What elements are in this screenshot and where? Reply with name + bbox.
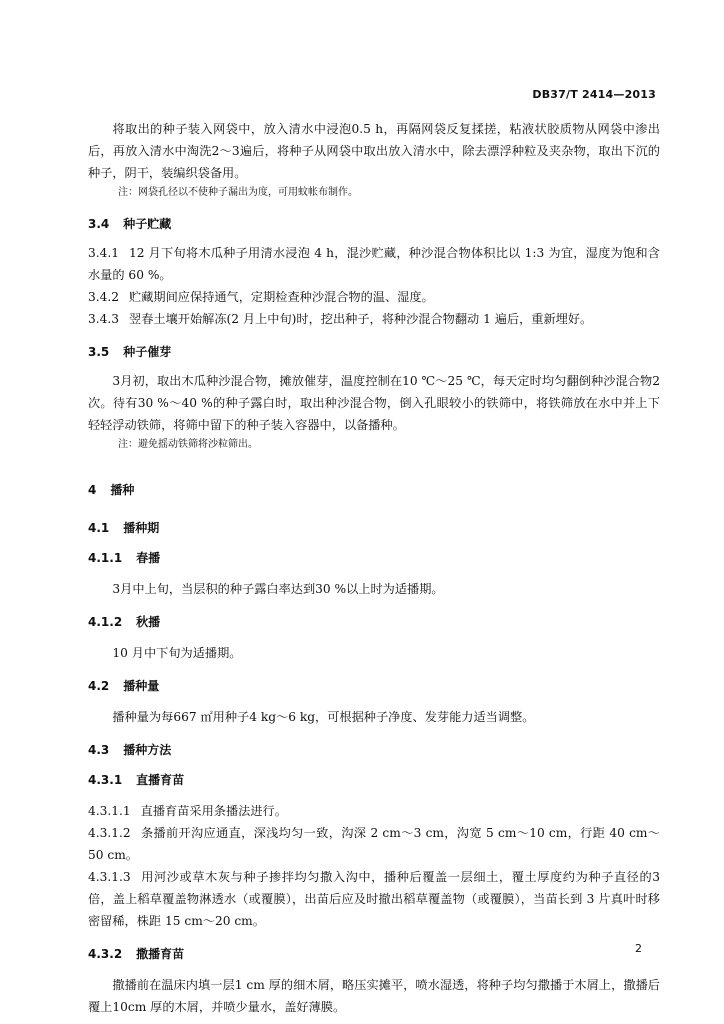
section-4-2-paragraph: 播种量为每667 ㎡用种子4 kg～6 kg，可根据种子净度、发芽能力适当调整。 [112,710,535,724]
clause-number: 4.3.1.1 [88,804,131,818]
clause-text: 条播前开沟应通直，深浅均匀一致，沟深 2 cm～3 cm，沟宽 5 cm～10 cm，行距 40 cm～50 cm。 [88,826,660,862]
section-title: 种子催芽 [123,345,172,359]
section-4-1-heading [88,518,660,538]
clause-3-4-1 [88,242,660,286]
section-4-1-2-paragraph: 10 月中下旬为适播期。 [112,646,242,660]
section-number: 3.4 [88,217,110,231]
section-number: 4.3.2 [88,947,123,961]
section-title: 播种期 [123,521,160,535]
section-3-5-heading [88,342,660,362]
clause-text: 翌春土壤开始解冻(2 月上中旬)时，挖出种子，将种沙混合物翻动 1 遍后，重新埋好。 [129,312,593,326]
section-number: 3.5 [88,345,110,359]
document-body [88,118,660,1018]
section-number: 4.1.1 [88,551,123,565]
section-3-5-paragraph: 3月初，取出木瓜种沙混合物，摊放催芽，温度控制在10 ℃～25 ℃，每天定时均匀翻倒种沙混合物2次。待有30 %～40 %的种子露白时，取出种沙混合物，倒入孔眼较小的铁筛中，将铁筛放在水中并上下轻轻浮动铁筛，将筛中留下的种子装入容器中，以备播种。 [88,374,660,432]
section-title: 播种量 [123,679,160,693]
clause-text: 用河沙或草木灰与种子掺拌均匀撒入沟中，播种后覆盖一层细土，覆土厚度约为种子直径的3 倍，盖上稻草覆盖物淋透水（或覆膜），出苗后应及时撤出稻草覆盖物（或覆膜），当苗长到 3 片真叶时移密留稀，株距 15 cm～20 cm。 [88,870,660,928]
clause-text: 12 月下旬将木瓜种子用清水浸泡 4 h，混沙贮藏，种沙混合物体积比以 1:3 为宜，湿度为饱和含水量的 60 %。 [88,246,660,282]
section-4-2-heading [88,676,660,696]
clause-3-4-3 [88,308,660,330]
section-3-5-note: 注：避免摇动铁筛将沙粒筛出。 [118,439,258,450]
section-4-1-1-paragraph: 3月中上旬，当层积的种子露白率达到30 %以上时为适播期。 [112,582,444,596]
clause-4-3-1-2 [88,822,660,866]
standard-code: DB37/T 2414—2013 [532,88,656,101]
intro-note: 注：网袋孔径以不使种子漏出为度，可用蚊帐布制作。 [118,187,358,198]
section-4-3-2-paragraph: 撒播前在温床内填一层1 cm 厚的细木屑，略压实摊平，喷水湿透，将种子均匀撒播于木屑上，撒播后覆上10cm 厚的木屑，并喷少量水，盖好薄膜。 [88,978,660,1014]
section-number: 4 [88,483,97,497]
section-title: 撒播育苗 [136,947,185,961]
section-number: 4.1 [88,521,110,535]
section-3-4-heading [88,214,660,234]
page-number: 2 [635,942,642,955]
section-4-3-2-heading [88,944,660,964]
section-4-1-2-heading [88,612,660,632]
section-title: 秋播 [136,615,161,629]
clause-3-4-2 [88,286,660,308]
section-number: 4.3 [88,743,110,757]
section-4-3-1-heading [88,770,660,790]
section-number: 4.1.2 [88,615,123,629]
intro-paragraph: 将取出的种子装入网袋中，放入清水中浸泡0.5 h，再隔网袋反复揉搓，粘液状胶质物从网袋中渗出后，再放入清水中淘洗2～3遍后，将种子从网袋中取出放入清水中，除去漂浮种粒及夹杂物，取出下沉的种子，阴干，装编织袋备用。 [88,122,660,180]
section-title: 播种 [110,483,135,497]
section-number: 4.3.1 [88,773,123,787]
section-title: 春播 [136,551,161,565]
section-title: 播种方法 [123,743,172,757]
section-4-1-1-heading [88,548,660,568]
section-4-heading [88,480,660,500]
clause-number: 3.4.2 [88,290,120,304]
section-title: 种子贮藏 [123,217,172,231]
clause-4-3-1-1 [88,800,660,822]
clause-number: 3.4.1 [88,246,120,260]
section-4-3-heading [88,740,660,760]
clause-number: 4.3.1.2 [88,826,131,840]
section-title: 直播育苗 [136,773,185,787]
clause-4-3-1-3 [88,866,660,932]
section-number: 4.2 [88,679,110,693]
clause-text: 直播育苗采用条播法进行。 [140,804,287,818]
clause-text: 贮藏期间应保持通气，定期检查种沙混合物的温、湿度。 [129,290,434,304]
clause-number: 3.4.3 [88,312,120,326]
clause-number: 4.3.1.3 [88,870,131,884]
